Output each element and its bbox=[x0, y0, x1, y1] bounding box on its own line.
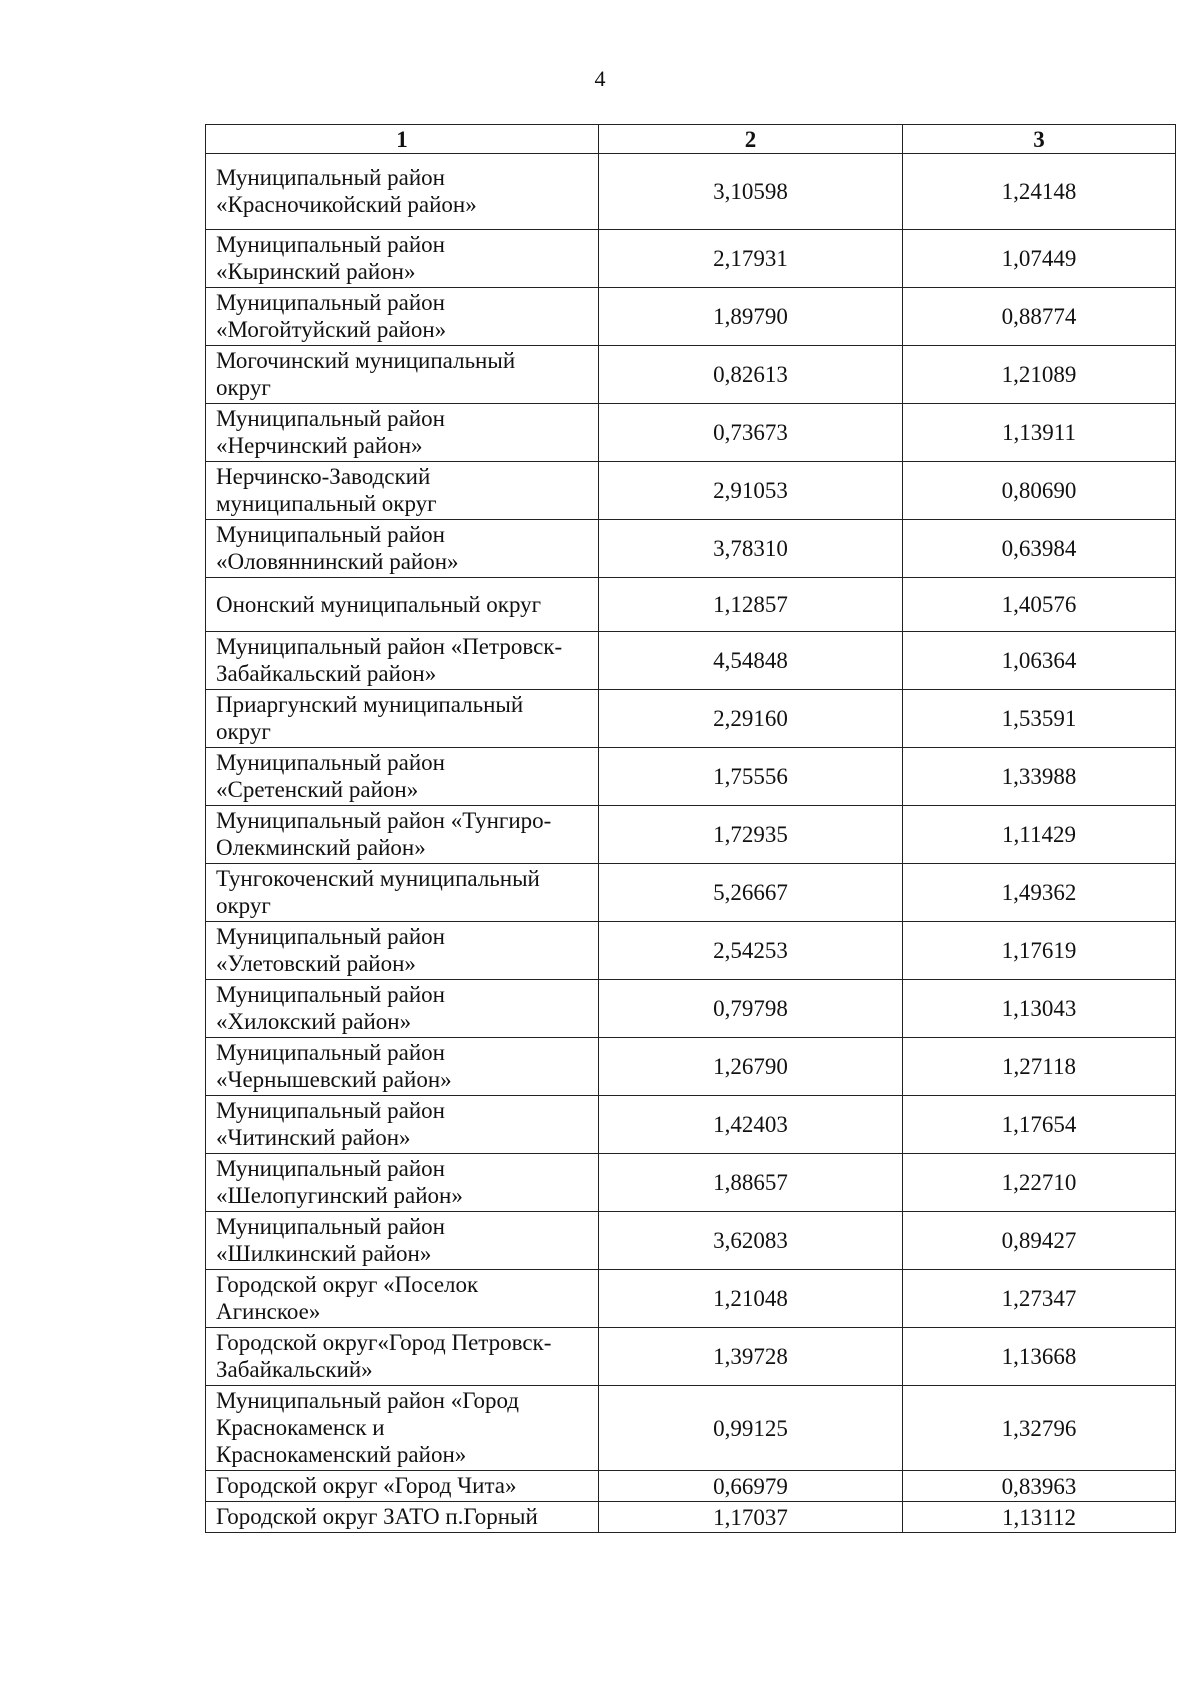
municipality-name-line: «Оловяннинский район» bbox=[216, 549, 459, 574]
column-2-value-cell: 1,75556 bbox=[599, 748, 903, 806]
column-2-value-cell: 0,99125 bbox=[599, 1386, 903, 1471]
municipality-name-line: Городской округ «Город Чита» bbox=[216, 1473, 517, 1498]
data-table bbox=[205, 124, 1176, 1533]
column-3-value-cell: 0,63984 bbox=[903, 520, 1176, 578]
column-2-value-cell: 0,73673 bbox=[599, 404, 903, 462]
municipality-name-line: Городской округ «Поселок bbox=[216, 1272, 479, 1297]
municipality-name-cell bbox=[206, 404, 599, 462]
column-3-value-cell: 1,13911 bbox=[903, 404, 1176, 462]
municipality-name-line: Краснокаменский район» bbox=[216, 1442, 467, 1467]
column-3-value-cell: 1,13043 bbox=[903, 980, 1176, 1038]
municipality-name-line: «Чернышевский район» bbox=[216, 1067, 452, 1092]
column-2-value-cell: 1,42403 bbox=[599, 1096, 903, 1154]
municipality-name-line: Забайкальский» bbox=[216, 1357, 373, 1382]
table-row bbox=[206, 1154, 1176, 1212]
municipality-name-cell bbox=[206, 980, 599, 1038]
municipality-name-line: Забайкальский район» bbox=[216, 661, 437, 686]
column-2-value-cell: 5,26667 bbox=[599, 864, 903, 922]
column-3-value-cell: 1,33988 bbox=[903, 748, 1176, 806]
table-row bbox=[206, 404, 1176, 462]
municipality-name-cell bbox=[206, 154, 599, 230]
column-3-value-cell: 1,22710 bbox=[903, 1154, 1176, 1212]
column-3-value-cell: 1,49362 bbox=[903, 864, 1176, 922]
municipality-name-line: округ bbox=[216, 375, 271, 400]
municipality-name-cell bbox=[206, 1096, 599, 1154]
column-3-value-cell: 1,06364 bbox=[903, 632, 1176, 690]
column-3-value-cell: 1,07449 bbox=[903, 230, 1176, 288]
municipality-name-cell bbox=[206, 922, 599, 980]
column-3-value-cell: 1,21089 bbox=[903, 346, 1176, 404]
column-2-value-cell: 0,66979 bbox=[599, 1471, 903, 1502]
column-3-value-cell: 0,89427 bbox=[903, 1212, 1176, 1270]
table-row bbox=[206, 1471, 1176, 1502]
table-row bbox=[206, 1212, 1176, 1270]
municipality-name-cell bbox=[206, 520, 599, 578]
column-3-value-cell: 1,13112 bbox=[903, 1502, 1176, 1533]
table-row bbox=[206, 864, 1176, 922]
municipality-name-cell bbox=[206, 288, 599, 346]
municipality-name-cell bbox=[206, 748, 599, 806]
column-header-2: 2 bbox=[599, 125, 903, 154]
municipality-name-line: Муниципальный район «Тунгиро- bbox=[216, 808, 552, 833]
municipality-name-line: «Могойтуйский район» bbox=[216, 317, 447, 342]
table-row bbox=[206, 578, 1176, 632]
table-row bbox=[206, 346, 1176, 404]
table-row bbox=[206, 1328, 1176, 1386]
municipality-name-line: Муниципальный район bbox=[216, 1098, 445, 1123]
municipality-name-line: Ононский муниципальный округ bbox=[216, 591, 542, 617]
column-2-value-cell: 1,26790 bbox=[599, 1038, 903, 1096]
column-2-value-cell: 1,89790 bbox=[599, 288, 903, 346]
column-3-value-cell: 1,17654 bbox=[903, 1096, 1176, 1154]
column-2-value-cell: 0,82613 bbox=[599, 346, 903, 404]
column-2-value-cell: 1,12857 bbox=[599, 578, 903, 632]
column-header-1: 1 bbox=[206, 125, 599, 154]
municipality-name-line: Муниципальный район bbox=[216, 982, 445, 1007]
column-2-value-cell: 2,17931 bbox=[599, 230, 903, 288]
table-row bbox=[206, 980, 1176, 1038]
column-2-value-cell: 1,39728 bbox=[599, 1328, 903, 1386]
municipality-name-cell bbox=[206, 1328, 599, 1386]
column-2-value-cell: 1,17037 bbox=[599, 1502, 903, 1533]
column-3-value-cell: 0,88774 bbox=[903, 288, 1176, 346]
municipality-name-cell bbox=[206, 1471, 599, 1502]
table-row bbox=[206, 288, 1176, 346]
municipality-name-cell bbox=[206, 346, 599, 404]
municipality-name-cell bbox=[206, 230, 599, 288]
table-row bbox=[206, 520, 1176, 578]
column-2-value-cell: 2,54253 bbox=[599, 922, 903, 980]
municipality-name-cell bbox=[206, 1386, 599, 1471]
table-row bbox=[206, 230, 1176, 288]
column-2-value-cell: 2,91053 bbox=[599, 462, 903, 520]
table-row bbox=[206, 154, 1176, 230]
column-2-value-cell: 2,29160 bbox=[599, 690, 903, 748]
column-2-value-cell: 3,78310 bbox=[599, 520, 903, 578]
table-row bbox=[206, 1096, 1176, 1154]
column-2-value-cell: 1,88657 bbox=[599, 1154, 903, 1212]
table-row bbox=[206, 1038, 1176, 1096]
municipality-name-line: «Шилкинский район» bbox=[216, 1241, 432, 1266]
municipality-name-line: «Шелопугинский район» bbox=[216, 1183, 463, 1208]
municipality-name-line: Тунгокоченский муниципальный bbox=[216, 866, 540, 891]
column-3-value-cell: 1,13668 bbox=[903, 1328, 1176, 1386]
municipality-name-line: Муниципальный район bbox=[216, 750, 445, 775]
municipality-name-line: «Улетовский район» bbox=[216, 951, 416, 976]
column-3-value-cell: 1,27118 bbox=[903, 1038, 1176, 1096]
column-3-value-cell: 0,83963 bbox=[903, 1471, 1176, 1502]
municipality-name-line: Муниципальный район bbox=[216, 406, 445, 431]
municipality-name-line: округ bbox=[216, 893, 271, 918]
municipality-name-cell bbox=[206, 806, 599, 864]
column-3-value-cell: 0,80690 bbox=[903, 462, 1176, 520]
municipality-name-line: Нерчинско-Заводский bbox=[216, 464, 431, 489]
municipality-name-line: «Красночикойский район» bbox=[216, 192, 477, 217]
table-header-row bbox=[206, 125, 1176, 154]
municipality-name-cell bbox=[206, 1270, 599, 1328]
table-row bbox=[206, 922, 1176, 980]
table-row bbox=[206, 806, 1176, 864]
municipality-name-line: Муниципальный район bbox=[216, 1156, 445, 1181]
table-row bbox=[206, 748, 1176, 806]
page-number: 4 bbox=[594, 66, 606, 91]
municipality-name-line: Муниципальный район bbox=[216, 290, 445, 315]
column-3-value-cell: 1,40576 bbox=[903, 578, 1176, 632]
column-header-3: 3 bbox=[903, 125, 1176, 154]
municipality-name-cell bbox=[206, 1212, 599, 1270]
table-row bbox=[206, 632, 1176, 690]
municipality-name-line: «Кыринский район» bbox=[216, 259, 416, 284]
municipality-name-line: Краснокаменск и bbox=[216, 1415, 385, 1440]
municipality-name-line: «Сретенский район» bbox=[216, 777, 419, 802]
table-row bbox=[206, 1270, 1176, 1328]
municipality-name-line: Муниципальный район bbox=[216, 1040, 445, 1065]
municipality-name-line: Муниципальный район «Петровск- bbox=[216, 634, 563, 659]
column-2-value-cell: 1,21048 bbox=[599, 1270, 903, 1328]
municipality-name-line: Городской округ«Город Петровск- bbox=[216, 1330, 552, 1355]
municipality-name-line: округ bbox=[216, 719, 271, 744]
municipality-name-line: Муниципальный район bbox=[216, 924, 445, 949]
column-3-value-cell: 1,32796 bbox=[903, 1386, 1176, 1471]
table-row bbox=[206, 690, 1176, 748]
column-2-value-cell: 3,10598 bbox=[599, 154, 903, 230]
column-2-value-cell: 0,79798 bbox=[599, 980, 903, 1038]
municipality-name-line: «Хилокский район» bbox=[216, 1009, 412, 1034]
municipality-name-line: Олекминский район» bbox=[216, 835, 426, 860]
municipality-name-line: «Читинский район» bbox=[216, 1125, 411, 1150]
municipality-name-line: Муниципальный район «Город bbox=[216, 1388, 520, 1413]
municipality-name-cell bbox=[206, 632, 599, 690]
table-row bbox=[206, 1502, 1176, 1533]
column-3-value-cell: 1,53591 bbox=[903, 690, 1176, 748]
municipality-name-line: Муниципальный район bbox=[216, 165, 445, 190]
column-3-value-cell: 1,24148 bbox=[903, 154, 1176, 230]
column-3-value-cell: 1,11429 bbox=[903, 806, 1176, 864]
municipality-name-line: «Нерчинский район» bbox=[216, 433, 423, 458]
column-2-value-cell: 1,72935 bbox=[599, 806, 903, 864]
municipality-name-cell bbox=[206, 1038, 599, 1096]
municipality-name-cell bbox=[206, 462, 599, 520]
municipality-name-line: Муниципальный район bbox=[216, 522, 445, 547]
column-2-value-cell: 4,54848 bbox=[599, 632, 903, 690]
municipality-name-cell bbox=[206, 578, 599, 632]
table-row bbox=[206, 1386, 1176, 1471]
municipality-name-line: муниципальный округ bbox=[216, 491, 437, 516]
municipality-name-line: Муниципальный район bbox=[216, 232, 445, 257]
column-3-value-cell: 1,27347 bbox=[903, 1270, 1176, 1328]
municipality-name-line: Агинское» bbox=[216, 1299, 321, 1324]
municipality-name-line: Приаргунский муниципальный bbox=[216, 692, 524, 717]
municipality-name-cell bbox=[206, 864, 599, 922]
municipality-name-line: Могочинский муниципальный bbox=[216, 348, 516, 373]
municipality-name-line: Муниципальный район bbox=[216, 1214, 445, 1239]
municipality-name-cell bbox=[206, 1502, 599, 1533]
municipality-name-cell bbox=[206, 1154, 599, 1212]
column-3-value-cell: 1,17619 bbox=[903, 922, 1176, 980]
table-body bbox=[206, 154, 1176, 1533]
column-2-value-cell: 3,62083 bbox=[599, 1212, 903, 1270]
municipality-name-line: Городской округ ЗАТО п.Горный bbox=[216, 1504, 538, 1529]
municipality-name-cell bbox=[206, 690, 599, 748]
table-row bbox=[206, 462, 1176, 520]
